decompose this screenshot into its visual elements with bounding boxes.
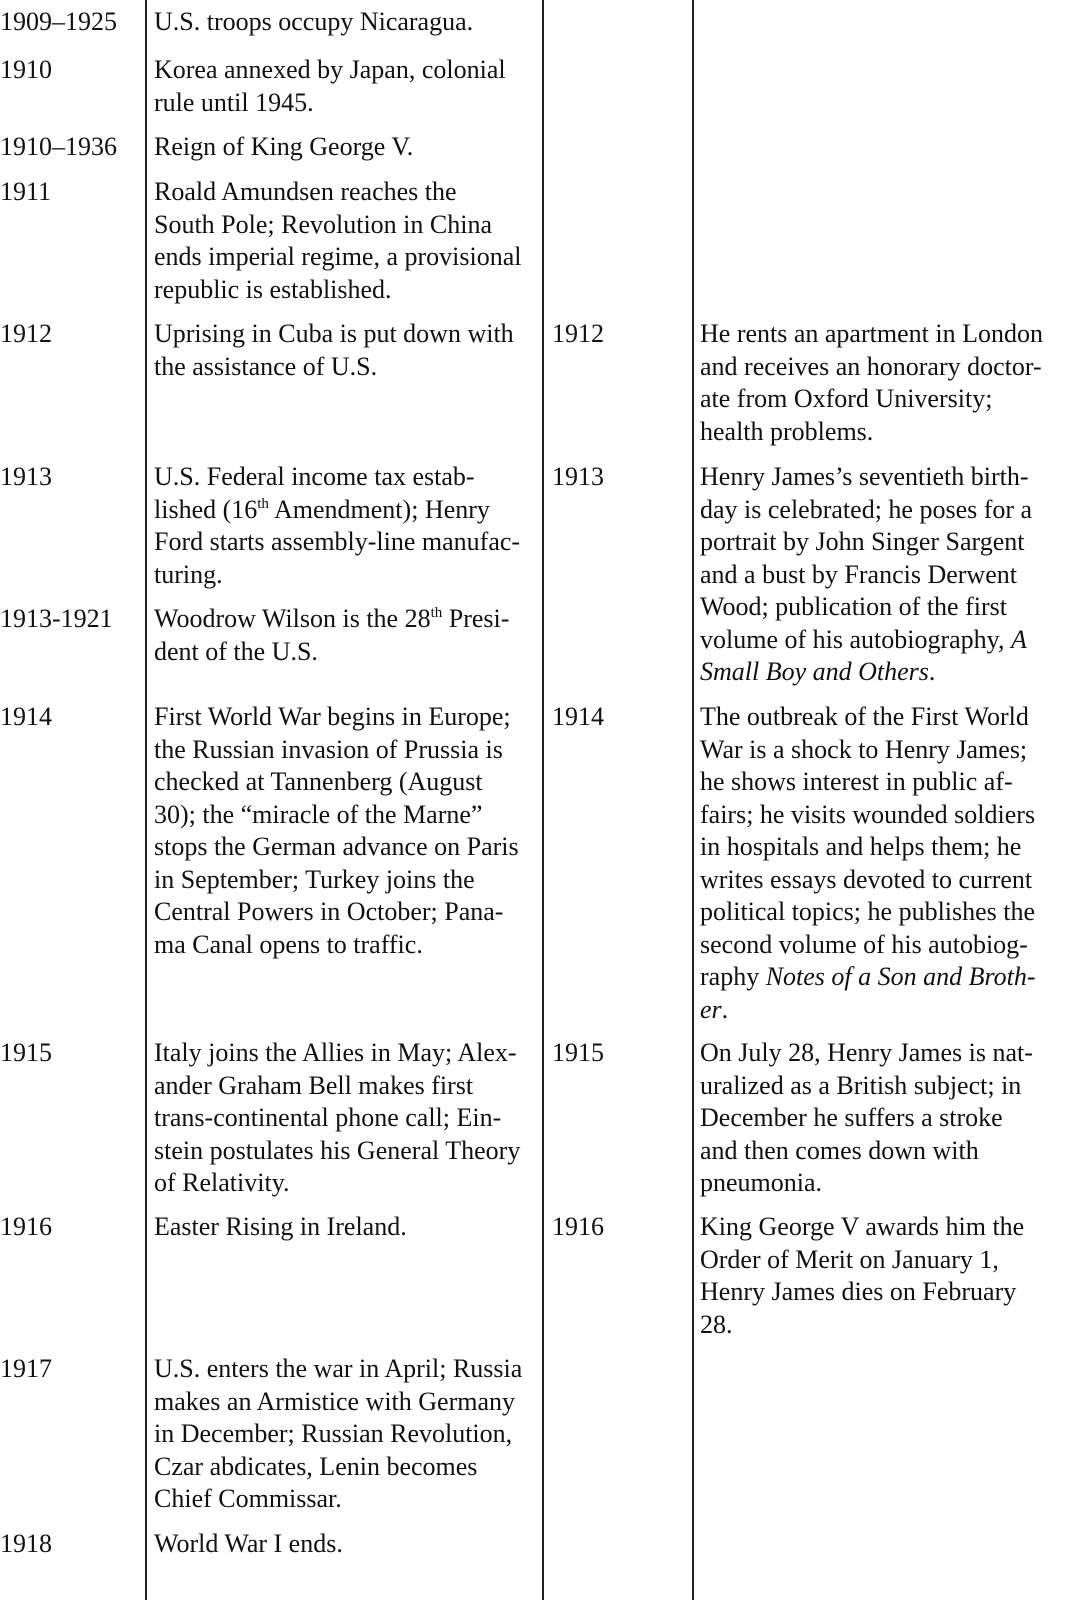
world-event-year: 1910 bbox=[0, 55, 52, 84]
column-divider-3 bbox=[692, 0, 694, 1600]
world-event-text: Roald Amundsen reaches the South Pole; Revolution in China ends imperial regime, a provisional republic is established. bbox=[154, 177, 522, 304]
henry-james-event-text: On July 28, Henry James is nat- uralized as a British subject; in December he suffers a stroke and then comes down with pneumonia. bbox=[700, 1038, 1033, 1197]
world-event-text: Woodrow Wilson is the 28th Presi- dent of the U.S. bbox=[154, 604, 510, 666]
world-event-year: 1909–1925 bbox=[0, 7, 117, 36]
henry-james-event-text: King George V awards him the Order of Merit on January 1, Henry James dies on February 28. bbox=[700, 1212, 1025, 1339]
world-event-year: 1910–1936 bbox=[0, 132, 117, 161]
world-event-text: U.S. Federal income tax estab- lished (16th Amendment); Henry Ford starts assembly-line manufac- turing. bbox=[154, 462, 521, 589]
world-event-year: 1915 bbox=[0, 1038, 52, 1067]
henry-james-event-text: Henry James’s seventieth birth- day is celebrated; he poses for a portrait by John Singer Sargent and a bust by Francis Derwent Wood; publication of the first volume of his autobiography, A Small Boy and Others. bbox=[700, 462, 1033, 686]
henry-james-event-year: 1916 bbox=[552, 1212, 604, 1241]
henry-james-event-text: The outbreak of the First World War is a shock to Henry James; he shows interest in public af- fairs; he visits wounded soldiers in hospitals and helps them; he writes essays devoted to current political topics; he publishes the second volume of his autobiog- raphy Notes of a Son and Broth- er. bbox=[700, 702, 1036, 1024]
henry-james-event-year: 1914 bbox=[552, 702, 604, 731]
world-event-text: Korea annexed by Japan, colonial rule until 1945. bbox=[154, 55, 506, 117]
world-event-text: First World War begins in Europe; the Russian invasion of Prussia is checked at Tannenberg (August 30); the “miracle of the Marne” stops the German advance on Paris in September; Turkey joins the Central Powers in October; Pana- ma Canal opens to traffic. bbox=[154, 702, 519, 959]
henry-james-event-year: 1912 bbox=[552, 319, 604, 348]
column-divider-1 bbox=[145, 0, 147, 1600]
world-event-text: World War I ends. bbox=[154, 1529, 343, 1558]
world-event-text: Reign of King George V. bbox=[154, 132, 414, 161]
world-event-year: 1913 bbox=[0, 462, 52, 491]
world-event-year: 1912 bbox=[0, 319, 52, 348]
world-event-text: U.S. enters the war in April; Russia makes an Armistice with Germany in December; Russian Revolution, Czar abdicates, Lenin becomes Chief Commissar. bbox=[154, 1354, 523, 1513]
world-event-text: U.S. troops occupy Nicaragua. bbox=[154, 7, 474, 36]
column-divider-2 bbox=[542, 0, 544, 1600]
henry-james-event-year: 1915 bbox=[552, 1038, 604, 1067]
world-event-text: Italy joins the Allies in May; Alex- ander Graham Bell makes first trans-continental phone call; Ein- stein postulates his General Theory of Relativity. bbox=[154, 1038, 521, 1197]
world-event-year: 1917 bbox=[0, 1354, 52, 1383]
world-event-year: 1911 bbox=[0, 177, 52, 206]
world-event-year: 1916 bbox=[0, 1212, 52, 1241]
world-event-year: 1913-1921 bbox=[0, 604, 113, 633]
world-event-year: 1918 bbox=[0, 1529, 52, 1558]
world-event-text: Easter Rising in Ireland. bbox=[154, 1212, 407, 1241]
henry-james-event-text: He rents an apartment in London and receives an honorary doctor- ate from Oxford University; health problems. bbox=[700, 319, 1043, 446]
henry-james-event-year: 1913 bbox=[552, 462, 604, 491]
world-event-year: 1914 bbox=[0, 702, 52, 731]
world-event-text: Uprising in Cuba is put down with the assistance of U.S. bbox=[154, 319, 514, 381]
